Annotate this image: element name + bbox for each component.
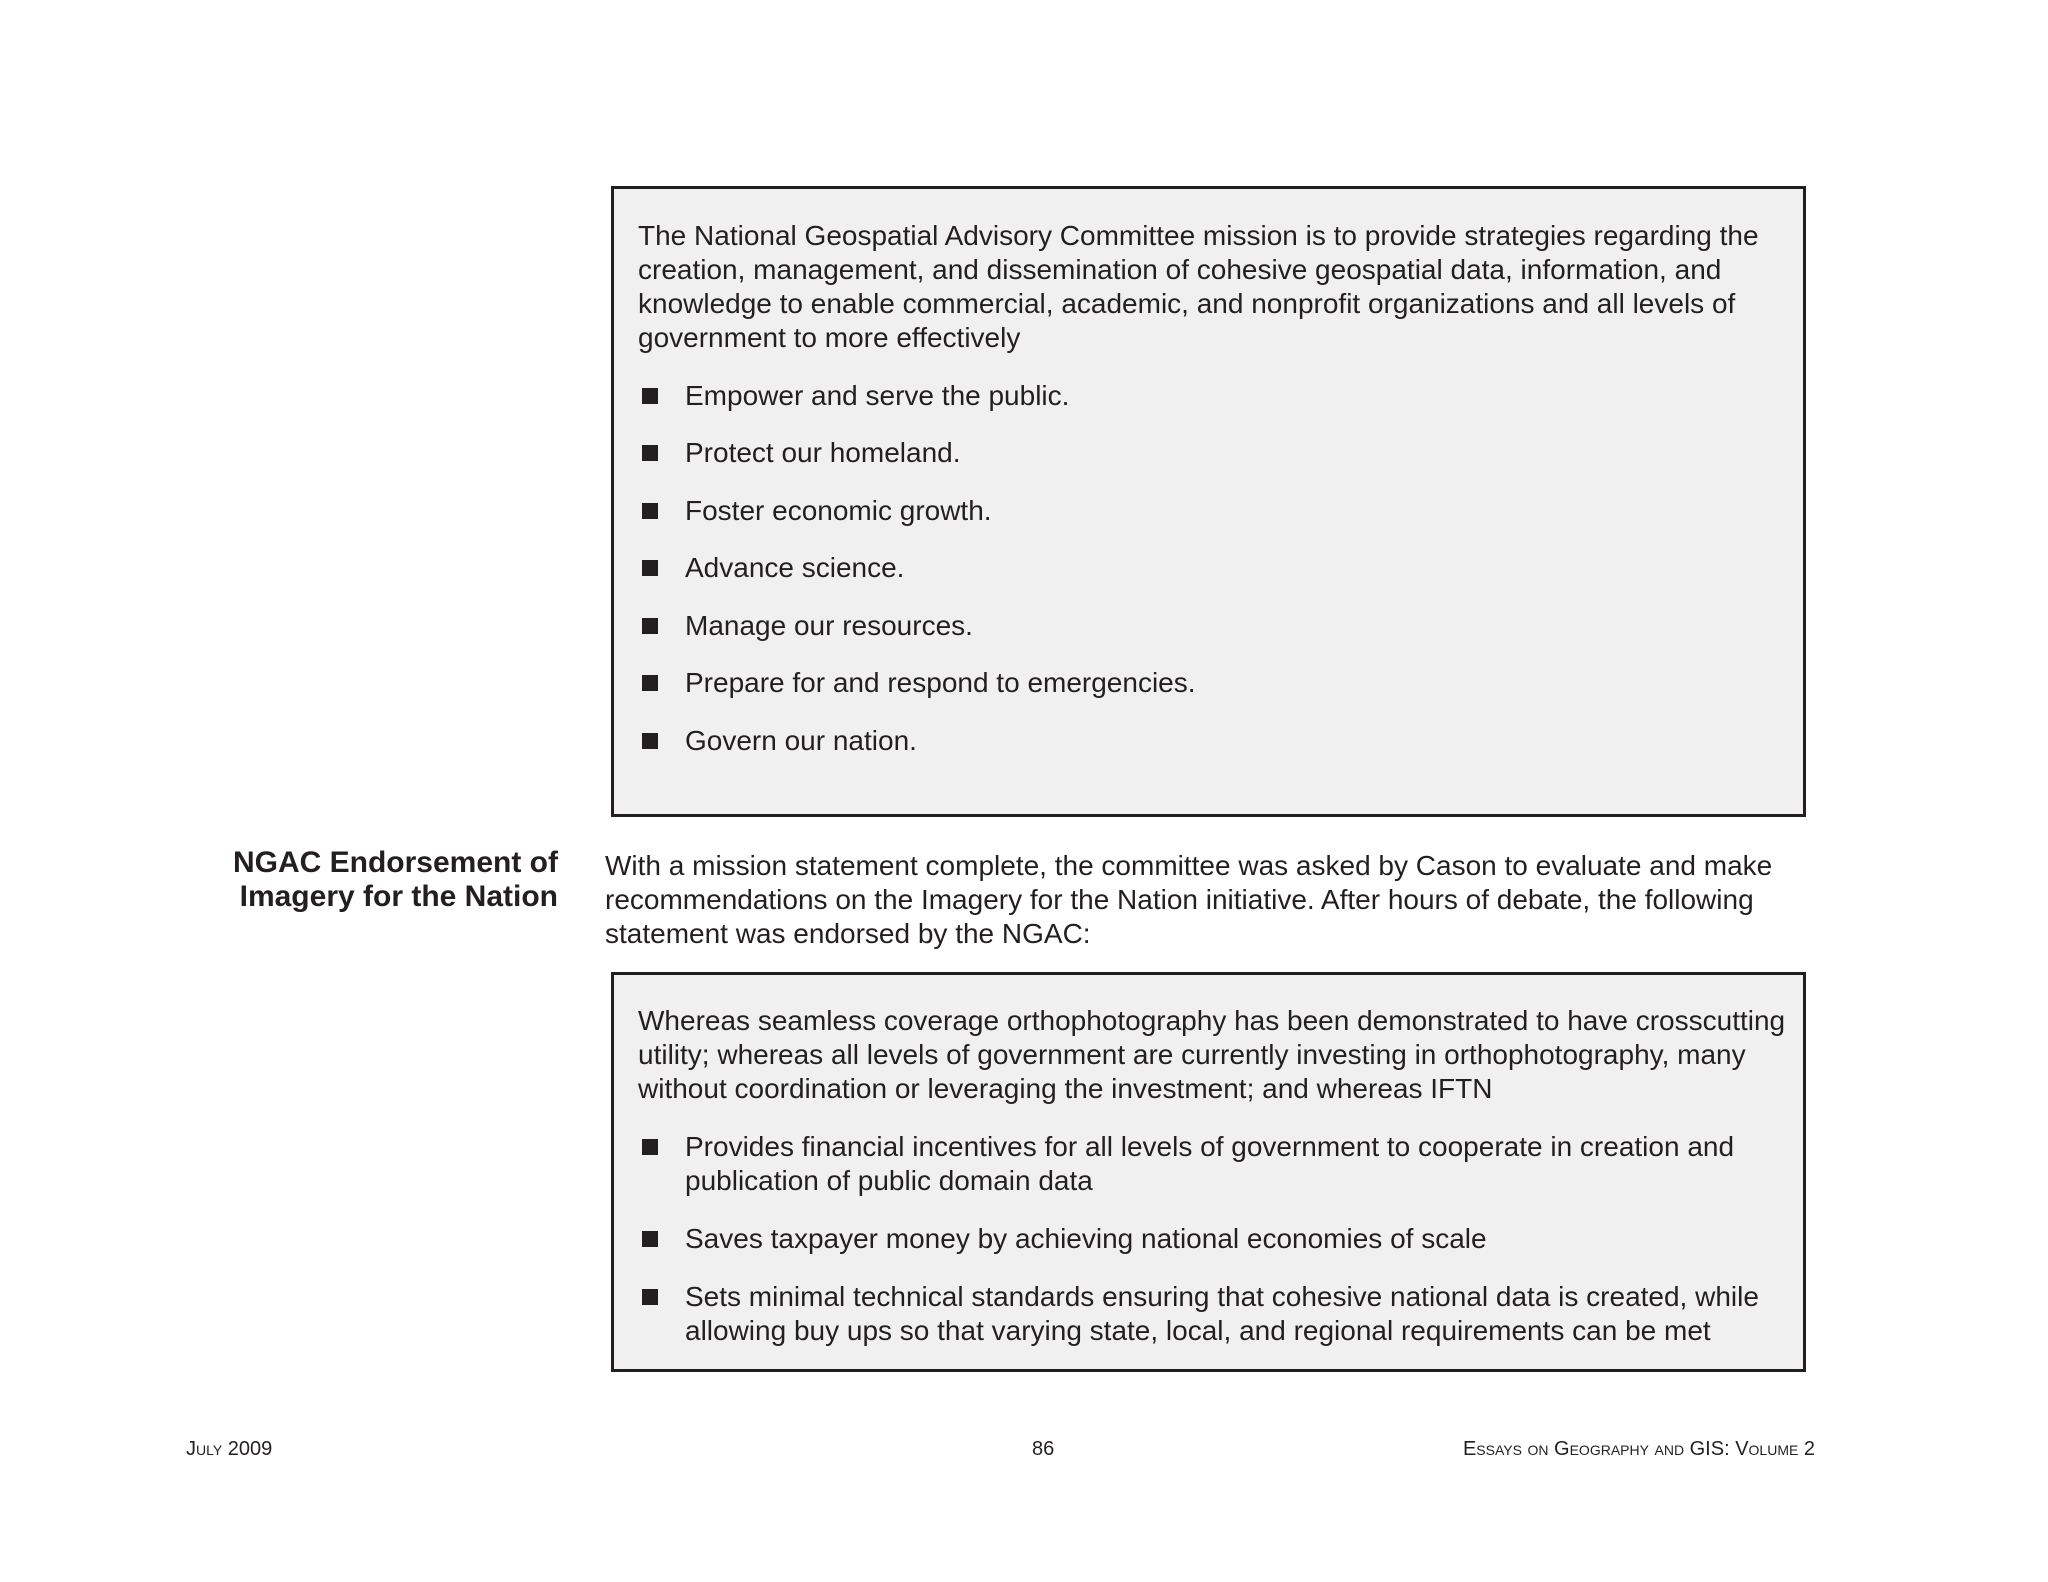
list-item: Provides financial incentives for all levels of government to cooperate in creation and publication of public domain data [638,1130,1803,1198]
list-item: Prepare for and respond to emergencies. [638,666,1803,700]
mission-bullet-list [638,379,1803,758]
list-item: Govern our nation. [638,724,1803,758]
square-bullet-icon [642,675,658,691]
list-item: Foster economic growth. [638,494,1803,528]
section-heading: NGAC Endorsement of Imagery for the Nation [232,846,558,913]
endorsement-statement-box [611,972,1806,1372]
list-item: Advance science. [638,551,1803,585]
list-item: Protect our homeland. [638,436,1803,470]
list-item: Sets minimal technical standards ensuring that cohesive national data is created, while allowing buy ups so that varying state, local, and regional requirements can be met [638,1280,1803,1348]
square-bullet-icon [642,618,658,634]
mission-intro: The National Geospatial Advisory Committee mission is to provide strategies regarding the creation, management, and dissemination of cohesive geospatial data, information, and knowledge to enable commercial, academic, and nonprofit organizations and all levels of government to more effectively [638,220,1759,353]
list-item: Empower and serve the public. [638,379,1803,413]
mission-statement-box [611,186,1806,817]
square-bullet-icon [642,445,658,461]
square-bullet-icon [642,503,658,519]
square-bullet-icon [642,1289,658,1305]
endorsement-bullet-list [638,1130,1803,1348]
square-bullet-icon [642,733,658,749]
endorsement-intro: Whereas seamless coverage orthophotography has been demonstrated to have crosscutting utility; whereas all levels of government are currently investing in orthophotography, many without coordination or leveraging the investment; and whereas IFTN [638,1005,1786,1104]
page-number: 86 [1032,1438,1055,1460]
footer-date: July 2009 [186,1438,273,1460]
square-bullet-icon [642,388,658,404]
footer-publication-title: Essays on Geography and GIS: Volume 2 [1462,1438,1815,1460]
list-item: Manage our resources. [638,609,1803,643]
square-bullet-icon [642,1139,658,1155]
section-paragraph: With a mission statement complete, the committee was asked by Cason to evaluate and make recommendations on the Imagery for the Nation initiative. After hours of debate, the following statement was endorsed by the NGAC: [605,850,1773,949]
square-bullet-icon [642,1231,658,1247]
square-bullet-icon [642,560,658,576]
list-item: Saves taxpayer money by achieving national economies of scale [638,1222,1803,1256]
